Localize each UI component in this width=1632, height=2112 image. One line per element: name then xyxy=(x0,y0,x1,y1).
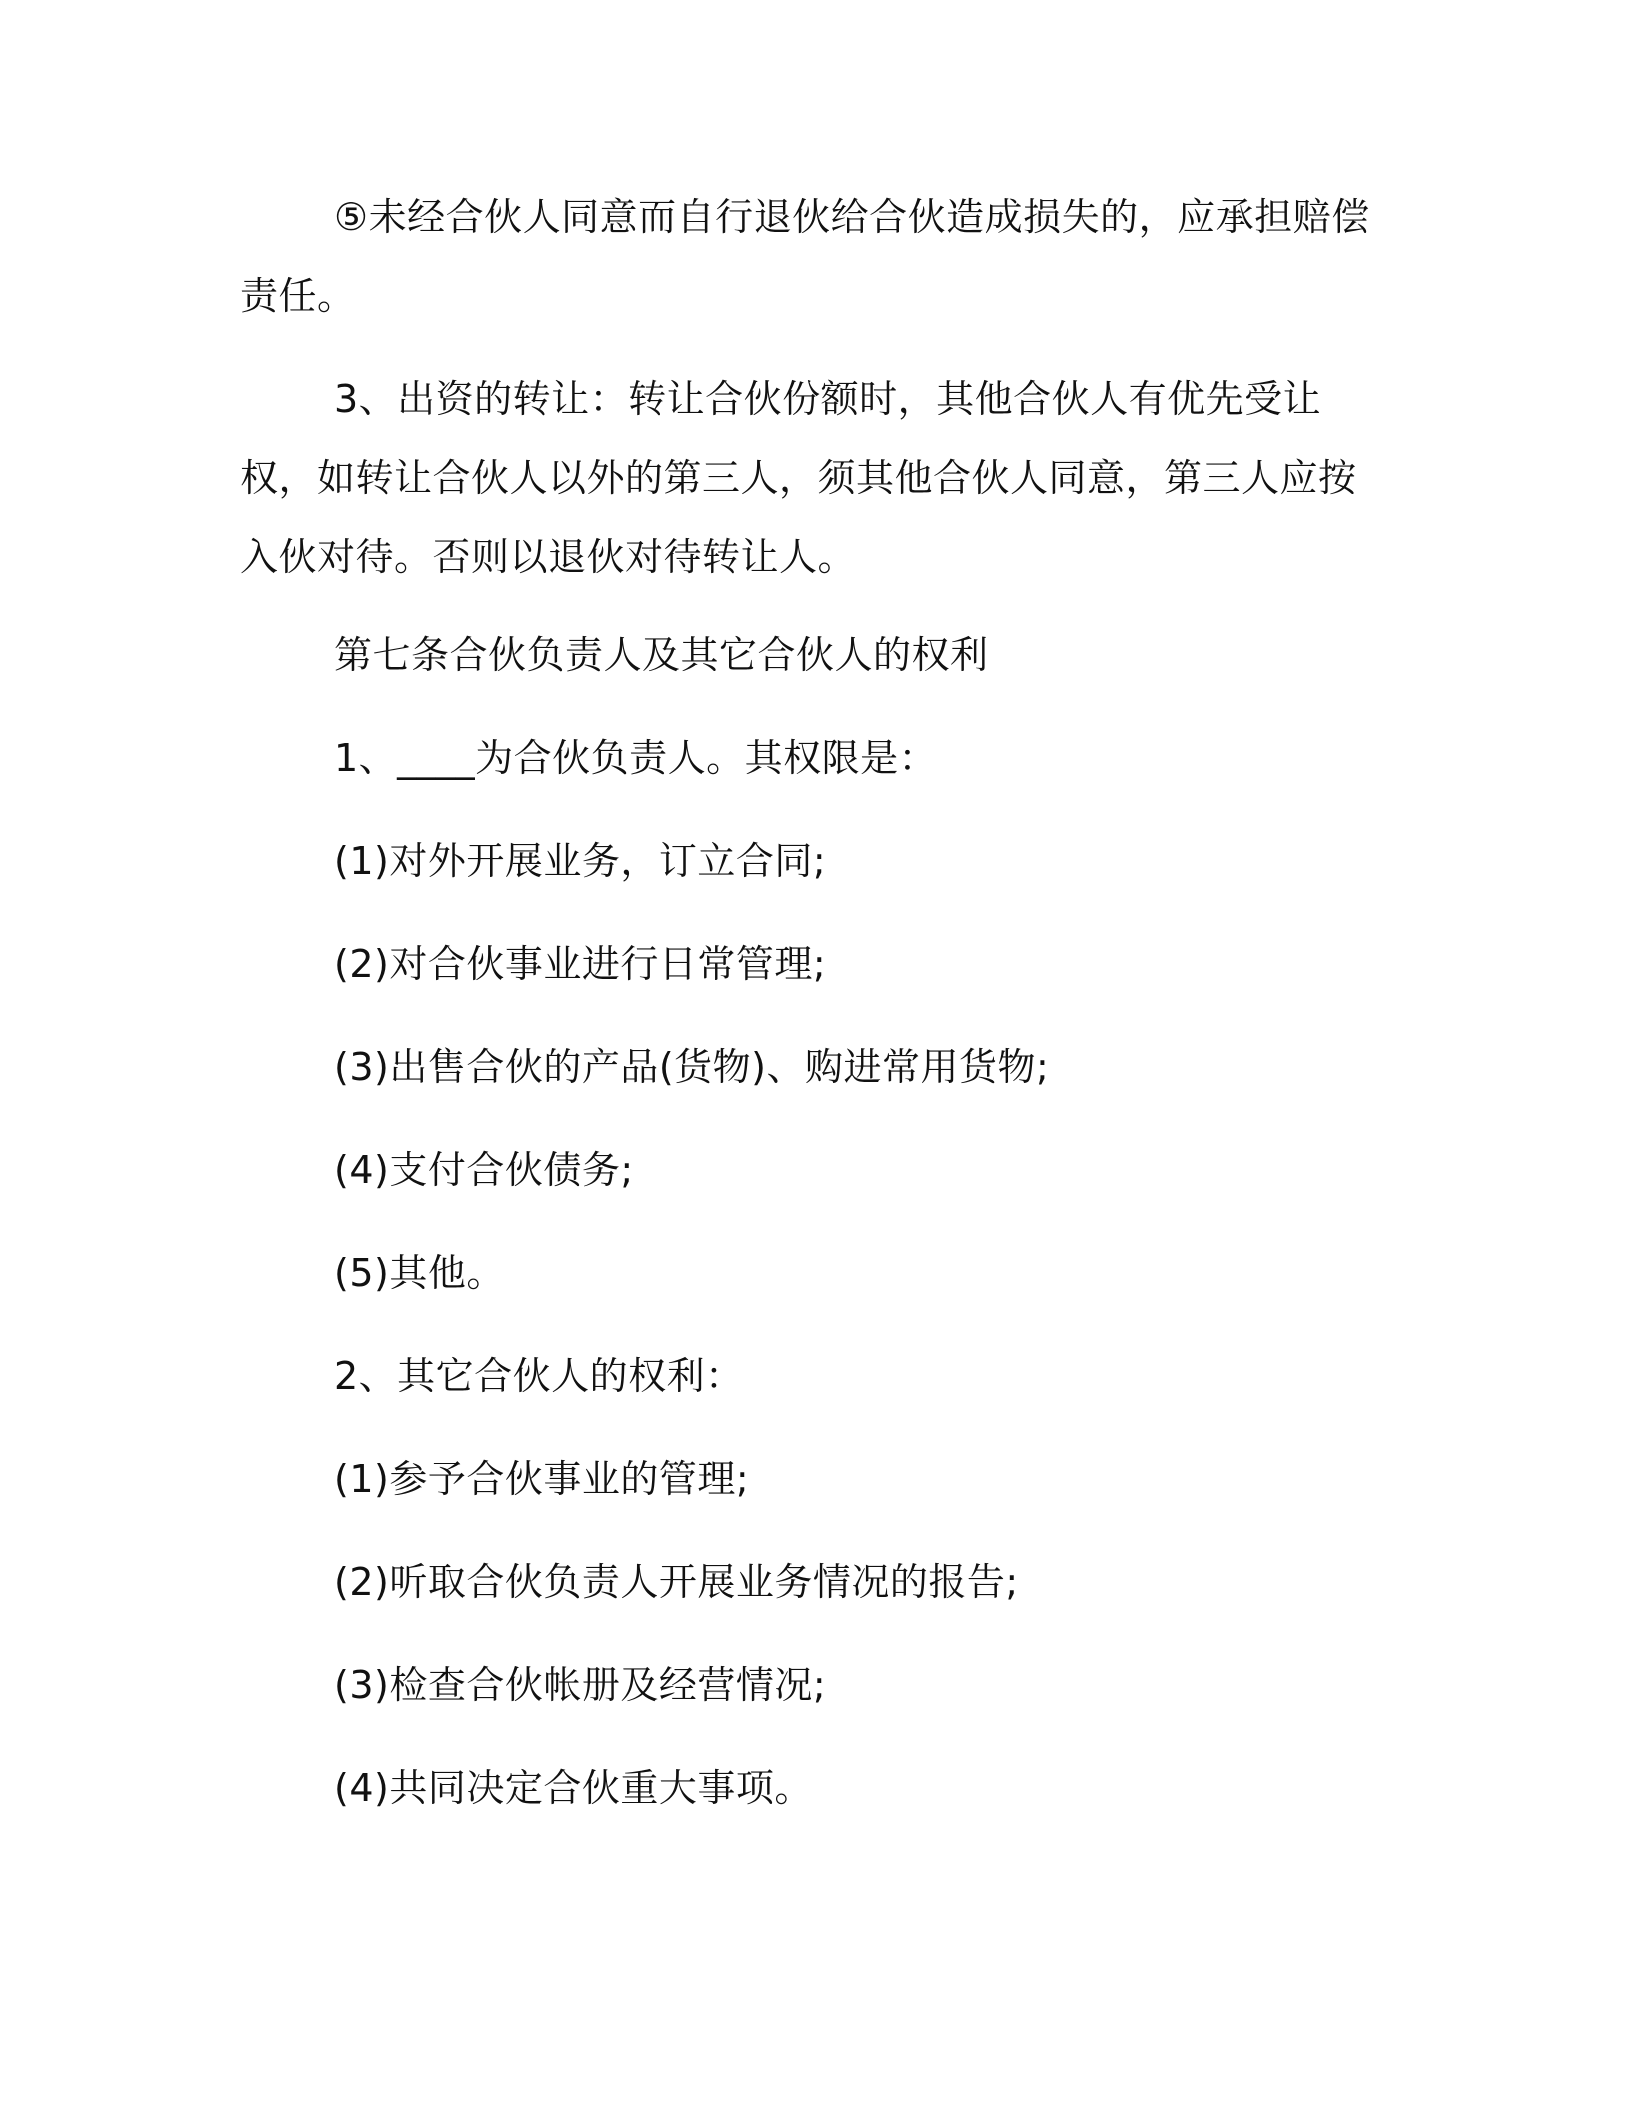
list-item: (1)对外开展业务，订立合同; xyxy=(334,839,827,883)
list-item: (4)支付合伙债务; xyxy=(334,1148,634,1192)
article-seven-heading: 第七条合伙负责人及其它合伙人的权利 xyxy=(334,633,989,677)
item-responsible-partner: 1、____为合伙负责人。其权限是： xyxy=(334,736,938,780)
list-item: (1)参予合伙事业的管理; xyxy=(334,1457,750,1501)
list-item: (4)共同决定合伙重大事项。 xyxy=(334,1766,813,1810)
list-item: (5)其他。 xyxy=(334,1251,505,1295)
list-item: (3)出售合伙的产品(货物)、购进常用货物; xyxy=(334,1045,1050,1089)
item-other-partners-rights: 2、其它合伙人的权利： xyxy=(334,1354,744,1398)
paragraph-capital-transfer: 3、出资的转让：转让合伙份额时，其他合伙人有优先受让权，如转让合伙人以外的第三人，须其他合伙人同意，第三人应按入伙对待。否则以退伙对待转让人。 xyxy=(240,377,1357,579)
list-item: (3)检查合伙帐册及经营情况; xyxy=(334,1663,827,1707)
list-item: (2)对合伙事业进行日常管理; xyxy=(334,942,827,986)
paragraph-withdrawal-liability: ⑤未经合伙人同意而自行退伙给合伙造成损失的，应承担赔偿责任。 xyxy=(240,195,1370,318)
list-item: (2)听取合伙负责人开展业务情况的报告; xyxy=(334,1560,1019,1604)
